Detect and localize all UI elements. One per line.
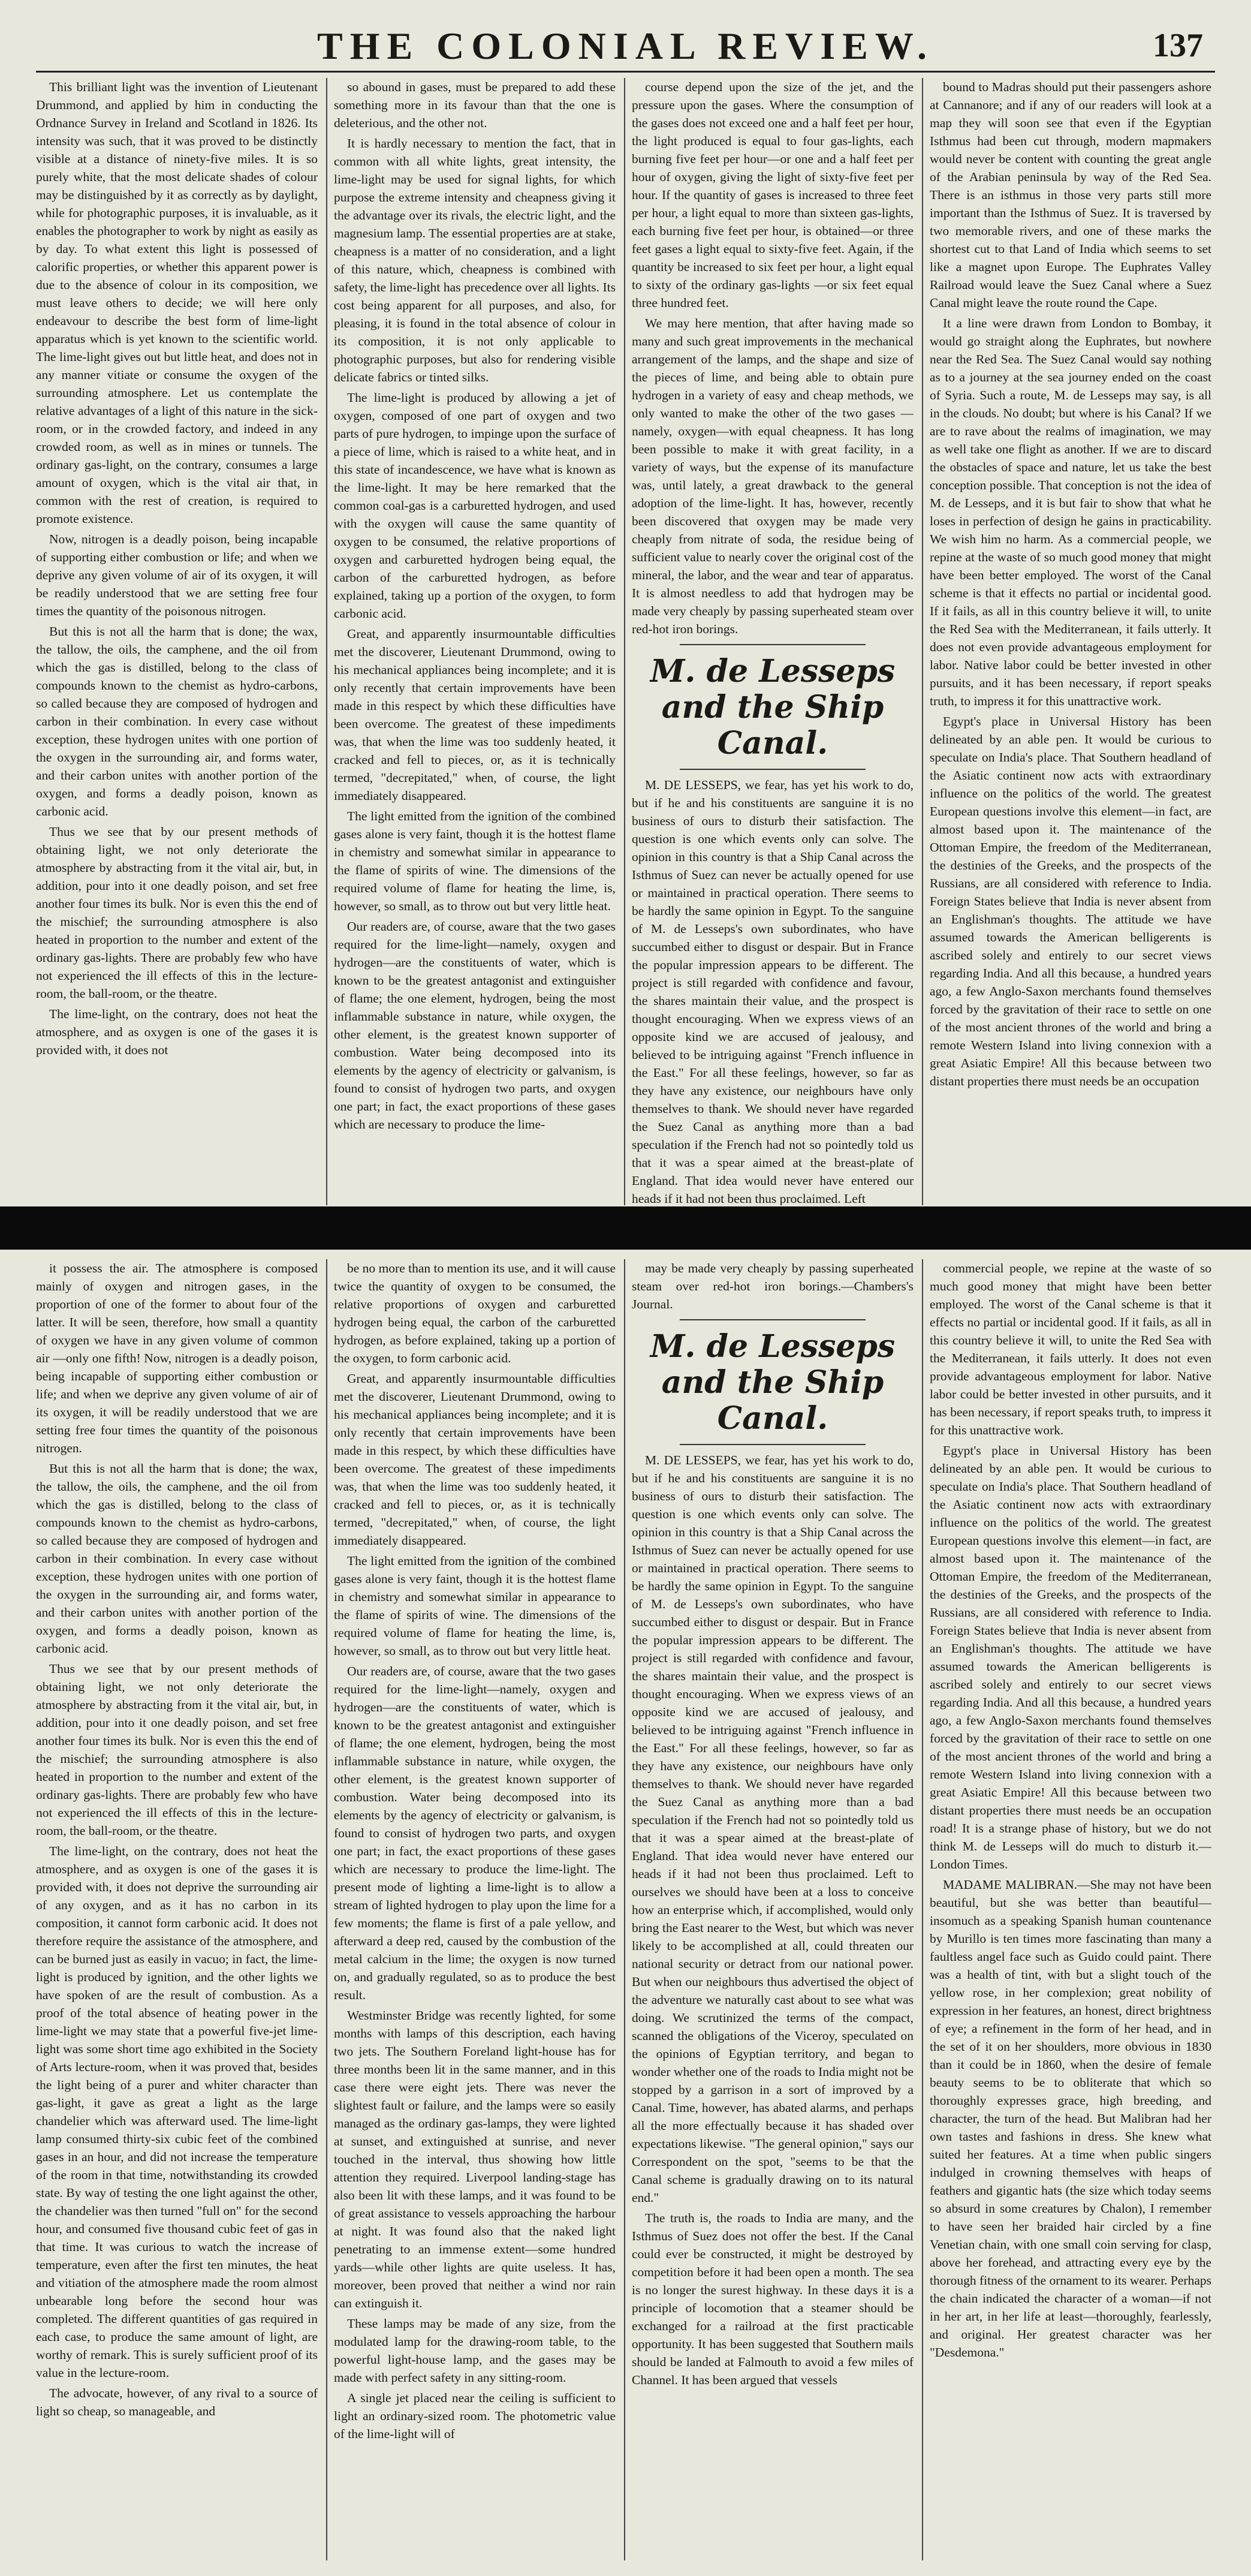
publication-title: THE COLONIAL REVIEW. [317,25,934,67]
paragraph: Great, and apparently insurmountable difficulties met the discoverer, Lieutenant Drummond, owing to his mechanical appliances being incomplete; and it is only recently that certain improvements have been made in this respect, by which these difficulties have been overcome. The greatest of these impediments was, that when the lime was too suddenly heated, it cracked and fell to pieces, or, as it is technically termed, "decrepitated," when, of course, the light immediately disappeared. [334,1371,616,1548]
article-divider [680,644,866,645]
paragraph: Our readers are, of course, aware that the two gases required for the lime-light—namely, oxygen and hydrogen—are the constituents of water, which is known to be the greatest antagonist and extinguisher of flame; the one element, hydrogen, being the most inflammable substance in nature, while oxygen, the other element, is the greatest known supporter of combustion. Water being decomposed into its elements by the agency of electricity or galvanism, is found to consist of hydrogen two parts, and oxygen one part; in fact, the exact proportions of these gases which are necessary to produce the lime- [334,919,616,1131]
article-headline: M. de Lesseps and the Ship Canal. [650,653,896,762]
paragraph: commercial people, we repine at the waste of so much good money that might have been better employed. The worst of the Canal scheme is that it effects no partial or incidental good. If it fails, as all in this country believe it will, to unite the Red Sea with the Mediterranean, it fails utterly. It does not even provide advantageous employment for labor. Native labor could be better invested in other pursuits, and it has been necessary, if report speaks truth, to impress it for this unattractive work. [930,1261,1211,1437]
column-1 [36,78,318,1205]
column-1 [36,1259,318,2560]
column-2 [334,78,616,1205]
paragraph: it possess the air. The atmosphere is composed mainly of oxygen and nitrogen gases, in the proportion of one of the former to about four of the latter. It will be seen, therefore, how small a quantity of oxygen we have in any given volume of common air —only one fifth! Now, nitrogen is a deadly poison, being incapable of supporting either combustion or life; and when we deprive any given volume of air of its oxygen, it will be readily understood that we are setting free four times the quantity of the poisonous nitrogen. [36,1261,318,1455]
paragraph: Thus we see that by our present methods of obtaining light, we not only deteriorate the atmosphere by abstracting from it the vital air, but, in addition, pour into it one deadly poison, and set free another four times its bulk. Nor is even this the end of the mischief; the surrounding atmosphere is also heated in proportion to the number and extent of the ordinary gas-lights. There are probably few who have not experienced the ill effects of this in the lecture-room, the ball-room, or the theatre. [36,824,318,1001]
paragraph: The light emitted from the ignition of the combined gases alone is very faint, though it is the hottest flame in chemistry and somewhat similar in appearance to the flame of spirits of wine. The dimensions of the required volume of flame for heating the lime, is, however, so small, as to throw out but very little heat. [334,809,616,913]
column-rule [326,78,327,1205]
paragraph: Our readers are, of course, aware that the two gases required for the lime-light—namely, oxygen and hydrogen—are the constituents of water, which is known to be the greatest antagonist and extinguisher of flame; the one element, hydrogen, being the most inflammable substance in nature, while oxygen, the other element, is the greatest known supporter of combustion. Water being decomposed into its elements by the agency of electricity or galvanism, is found to consist of hydrogen two parts, and oxygen one part; in fact, the exact proportions of these gases which are necessary to produce the lime-light. The present mode of lighting a lime-light is to allow a stream of lighted hydrogen to play upon the lime for a few moments; the flame is first of a pale yellow, and afterward a deep red, caused by the combustion of the metal calcium in the lime; the oxygen is now turned on, and gradually regulated, so as to produce the best result. [334,1664,616,2002]
paragraph: bound to Madras should put their passengers ashore at Cannanore; and if any of our readers will look at a map they will soon see that even if the Egyptian Isthmus had been cut through, modern mapmakers would never be content with counting the great angle of the Arabian peninsula by way of the Red Sea. There is an isthmus in those very parts still more important than the Isthmus of Suez. It is traversed by two memorable rivers, and one of these marks the shortest cut to that Land of India which seems to set like a magnet upon Europe. The Euphrates Valley Railroad would leave the Suez Canal where a Suez Canal might leave the route round the Cape. [930,80,1211,310]
paragraph: be no more than to mention its use, and it will cause twice the quantity of oxygen to be consumed, the relative proportions of oxygen and carburetted hydrogen being equal, the carbon of the carburetted hydrogen, as before explained, taking up a portion of the oxygen, to form carbonic acid. [334,1261,616,1365]
paragraph: Thus we see that by our present methods of obtaining light, we not only deteriorate the atmosphere by abstracting from it the vital air, but, in addition, pour into it one deadly poison, and set free another four times its bulk. Nor is even this the end of the mischief; the surrounding atmosphere is also heated in proportion to the number and extent of the ordinary gas-lights. There are probably few who have not experienced the ill effects of this in the lecture-room, the ball-room, or the theatre. [36,1662,318,1838]
paragraph: MADAME MALIBRAN.—She may not have been beautiful, but she was better than beautiful—insomuch as a speaking Spanish human countenance by Murillo is ten times more fascinating than many a faultless angel face such as Guido could paint. There was a health of tint, with but a slight touch of the yellow rose, in her complexion; great nobility of expression in her features, an honest, direct brightness of eye; a refinement in the form of her head, and in the set of it on her shoulders, more obvious in 1830 than it could be in 1860, when the desire of female beauty seems to be to obliterate that which so thoroughly expresses grace, high breeding, and character, the turn of the head. But Malibran had her own tastes and fashions in dress. She knew what suited her features. At a time when public singers indulged in crowning themselves with heaps of feathers and gigantic hats (the size which today seems so absurd in some creatures by Chalon), I remember to have seen her braided hair circled by a fine Venetian chain, with one small coin serving for clasp, above her forehead, and attracting every eye by the thorough fitness of the ornament to its wearer. Perhaps the chain indicated the character of a woman—if not in her art, in her life at least—thoroughly, fearlessly, and original. Her greatest character was her "Desdemona." [930,1877,1211,2360]
paragraph: may be made very cheaply by passing superheated steam over red-hot iron borings.—Chambers's Journal. [632,1261,914,1311]
masthead [0,0,1251,72]
masthead-rule [36,71,1215,73]
top-section [36,78,1215,1205]
paragraph: Egypt's place in Universal History has been delineated by an able pen. It would be curious to speculate on India's place. That Southern headland of the Asiatic continent now acts with extraordinary influence on the politics of the world. The greatest European questions involve this element—in fact, are almost based upon it. The maintenance of the Ottoman Empire, the freedom of the Mediterranean, the destinies of the Greeks, and the prospects of the Russians, are all considered with reference to India. Foreign States believe that India is never absent from an Englishman's thoughts. The attitude we have assumed towards the American belligerents is ascribed solely and entirely to our secret views regarding India. And all this because, a hundred years ago, a few Anglo-Saxon merchants found themselves forced by the gravitation of their race to settle on one of the most ancient thrones of the world and bring a remote Western Island into living connexion with a great Asiatic Empire! All this because between two distant properties there must needs be an occupation [930,714,1211,1088]
column-3 [632,78,914,1205]
paragraph: course depend upon the size of the jet, and the pressure upon the gases. Where the consumption of the gases does not exceed one and a half feet per hour, the light produced is equal to four gas-lights, each burning five feet per hour—or one and a half feet per hour of oxygen, giving the light of sixty-five feet per hour. If the quantity of gases is increased to three feet per hour, a light equal to more than sixteen gas-lights, each burning five feet per hour, is obtained—or three feet gases a light equal to sixty-five feet. Again, if the quantity be increased to six feet per hour, a light equal to sixty of the ordinary gas-lights —or six feet equal three hundred feet. [632,80,914,310]
paragraph: M. DE LESSEPS, we fear, has yet his work to do, but if he and his constituents are sanguine it is no business of ours to disturb their satisfaction. The question is one which events only can solve. The opinion in this country is that a Ship Canal across the Isthmus of Suez can never be actually opened for use or maintained in practical operation. There seems to be hardly the same opinion in Egypt. To the sanguine of M. de Lesseps's own subordinates, who have succumbed either to disgust or despair. But in France the popular impression appears to be different. The project is still regarded with confidence and favour, the shares maintain their value, and the prospect is thought encouraging. When we express views of an opposite kind we are accused of jealousy, and believed to be intriguing against "French influence in the East." For all these feelings, however, so far as they have any existence, our neighbours have only themselves to thank. We should never have regarded the Suez Canal as anything more than a bad speculation if the French had not so pointedly told us that it was a spear aimed at the breast-plate of England. That idea would never have entered our heads if it had not been thus proclaimed. Left to ourselves we should have been at a loss to conceive how an enterprise which, if accomplished, would only bring the East nearer to the West, but which was never likely to be accomplished at all, could threaten our national security or detract from our national power. But when our neighbours thus advertised the object of the adventure we naturally cast about to see what was doing. We scrutinized the terms of the compact, scanned the obligations of the Viceroy, speculated on the opinions of Egyptian territory, and began to wonder whether one of the roads to India might not be stopped by a garrison in a sort of improved by a Canal. Time, however, has abated alarms, and perhaps all the more effectually because it has shaded over expectations likewise. "The general opinion," says our Correspondent on the spot, "seems to be that the Canal scheme is gradually drawing on to its natural end." [632,1453,914,2205]
paragraph: These lamps may be made of any size, from the modulated lamp for the drawing-room table, to the powerful light-house lamp, and the gases may be made with perfect safety in any sitting-room. [334,2316,616,2385]
column-2 [334,1259,616,2560]
paragraph: But this is not all the harm that is done; the wax, the tallow, the oils, the camphene, and the oil from which the gas is distilled, belong to the class of compounds known to the chemist as hydro-carbons, so called because they are composed of hydrogen and carbon in their combination. In every case without exception, these hydrogen unites with one portion of the oxygen in the surrounding air, and forms water, and their carbon unites with another portion of the oxygen, and forms a deadly poison, known as carbonic acid. [36,624,318,818]
paragraph: The advocate, however, of any rival to a source of light so cheap, so manageable, and [36,2386,318,2418]
article-divider [680,1319,866,1320]
paragraph: This brilliant light was the invention of Lieutenant Drummond, and applied by him in conducting the Ordnance Survey in Ireland and Scotland in 1826. Its intensity was such, that it was proved to be distinctly visible at a distance of ninety-five miles. It is so purely white, that the most delicate shades of colour may be distinguished by it as correctly as by daylight, while for photographic purposes, it is invaluable, as it enables the photographer to work by night as easily as by day. To what extent this light is possessed of calorific properties, or whether this apparent power is due to the absence of colour in its composition, we must leave others to decide; we will here only endeavour to describe the best form of lime-light apparatus which is yet known to the scientific world. The lime-light gives out but little heat, and does not in any manner vitiate or consume the oxygen of the surrounding atmosphere. Let us contemplate the relative advantages of a light of this nature in the sick-room, or in the crowded factory, and indeed in any crowded room, as well as in mines or tunnels. The ordinary gas-light, on the contrary, consumes a large amount of oxygen, which is the vital air that, in common with the rest of creation, is required to promote existence. [36,80,318,526]
paragraph: Westminster Bridge was recently lighted, for some months with lamps of this description, each having two jets. The Southern Foreland light-house has for three months been lit in the same manner, and in this case there were eight jets. There was never the slightest fault or failure, and the lamps were so easily managed as the ordinary gas-lamps, they were lighted at sunset, and extinguished at sunrise, and never touched in the interval, thus showing how little attention they required. Liverpool landing-stage has also been lit with these lamps, and it was found to be of great assistance to vessels approaching the harbour at night. It was found also that the naked light penetrating to an immense extent—some hundred yards—while other lights are quite useless. It has, moreover, been proved that neither a wind nor rain can extinguish it. [334,2008,616,2310]
paragraph: Now, nitrogen is a deadly poison, being incapable of supporting either combustion or life; and when we deprive any given volume of air of its oxygen, it will be readily understood that we are setting free four times the quantity of the poisonous nitrogen. [36,532,318,618]
column-rule [326,1259,327,2560]
column-3 [632,1259,914,2560]
paragraph: It a line were drawn from London to Bombay, it would go straight along the Euphrates, but nowhere near the Red Sea. The Suez Canal would say nothing as to a journey at the sea journey ended on the coast of Syria. Such a route, M. de Lesseps may say, is all in the clouds. No doubt; but where is his Canal? If we are to rave about the realms of imagination, we may as well take one flight as another. If we are to discard the obstacles of space and nature, let us take the best conception possible. That conception is not the idea of M. de Lesseps, and it is but fair to show that what he loses in perfection of design he gains in practicability. We wish him no harm. As a commercial people, we repine at the waste of so much good money that might have been better employed. The worst of the Canal scheme is that it effects no partial or incidental good. If it fails, as all in this country believe it will, to unite the Red Sea with the Mediterranean, it fails utterly. It does not even provide advantageous employment for labor. Native labor could be better invested in other pursuits, and it has been necessary, if report speaks truth, to impress it for this unattractive work. [930,316,1211,708]
paragraph: Egypt's place in Universal History has been delineated by an able pen. It would be curious to speculate on India's place. That Southern headland of the Asiatic continent now acts with extraordinary influence on the politics of the world. The greatest European questions involve this element—in fact, are almost based upon it. The maintenance of the Ottoman Empire, the freedom of the Mediterranean, the destinies of the Greeks, and the prospects of the Russians, are all considered with reference to India. Foreign States believe that India is never absent from an Englishman's thoughts. The attitude we have assumed towards the American belligerents is ascribed solely and entirely to our secret views regarding India. And all this because, a hundred years ago, a few Anglo-Saxon merchants found themselves forced by the gravitation of their race to settle on one of the most ancient thrones of the world and bring a remote Western Island into living connexion with a great Asiatic Empire! All this because between two distant properties there must needs be an occupation road! It is a strange phase of history, but we do not think M. de Lesseps will do much to disturb it.—London Times. [930,1443,1211,1871]
column-rule [624,78,625,1205]
paragraph: But this is not all the harm that is done; the wax, the tallow, the oils, the camphene, and the oil from which the gas is distilled, belong to the class of compounds known to the chemist as hydro-carbons, so called because they are composed of hydrogen and carbon in their combination. In every case without exception, these hydrogen unites with one portion of the oxygen in the surrounding air, and forms water, and their carbon unites with another portion of the oxygen, and forms a deadly poison, known as carbonic acid. [36,1461,318,1656]
paragraph: The light emitted from the ignition of the combined gases alone is very faint, though it is the hottest flame in chemistry and somewhat similar in appearance to the flame of spirits of wine. The dimensions of the required volume of flame for heating the lime, is, however, so small, as to throw out but very little heat. [334,1554,616,1658]
column-rule [624,1259,625,2560]
paragraph: The lime-light is produced by allowing a jet of oxygen, composed of one part of oxygen and two parts of pure hydrogen, to impinge upon the surface of a piece of lime, which is raised to a white heat, and in this state of incandescence, we have what is known as the lime-light. It may be here remarked that the common coal-gas is a carburetted hydrogen, and used with the oxygen will cause the same quantity of oxygen to be consumed, the relative proportions of oxygen and carburetted hydrogen being equal, the carbon of the carburetted hydrogen, as before explained, taking up a portion of the oxygen, to form carbonic acid. [334,390,616,621]
bottom-section [36,1259,1215,2560]
paragraph: The lime-light, on the contrary, does not heat the atmosphere, and as oxygen is one of the gases it is provided with, it does not deprive the surrounding air of any oxygen, and as it has no carbon in its composition, it cannot form carbonic acid. It does not therefore require the assistance of the atmosphere, and can be burned just as easily in vacuo; in fact, the lime-light is produced by ignition, and the other lights we have spoken of are the result of combustion. As a proof of the total absence of heating power in the lime-light we may state that a powerful five-jet lime-light was some short time ago exhibited in the Society of Arts lecture-room, when it was proved that, besides the light being of a purer and whiter character than gas-light, it gave as great a light as the large chandelier which was afterward used. The lime-light lamp consumed thirty-six cubic feet of the combined gases in an hour, and did not increase the temperature of the room in that time, notwithstanding its crowded state. By way of testing the one light against the other, the chandelier was then turned "full on" for the second hour, and consumed five thousand cubic feet of gas in that time. It was curious to watch the increase of temperature, even after the first ten minutes, the heat and vitiation of the atmosphere made the room almost unbearable long before the second hour was completed. The different quantities of gas required in each case, to produce the same amount of light, are worthy of remark. This is surely sufficient proof of its value in the lecture-room. [36,1844,318,2380]
column-rule [922,1259,923,2560]
paragraph: M. DE LESSEPS, we fear, has yet his work to do, but if he and his constituents are sanguine it is no business of ours to disturb their satisfaction. The question is one which events only can solve. The opinion in this country is that a Ship Canal across the Isthmus of Suez can never be actually opened for use or maintained in practical operation. There seems to be hardly the same opinion in Egypt. To the sanguine of M. de Lesseps's own subordinates, who have succumbed either to disgust or despair. But in France the popular impression appears to be different. The project is still regarded with confidence and favour, the shares maintain their value, and the prospect is thought encouraging. When we express views of an opposite kind we are accused of jealousy, and believed to be intriguing against "French influence in the East." For all these feelings, however, so far as they have any existence, our neighbours have only themselves to thank. We should never have regarded the Suez Canal as anything more than a bad speculation if the French had not so pointedly told us that it was a spear aimed at the breast-plate of England. That idea would never have entered our heads if it had not been thus proclaimed. Left [632,778,914,1205]
column-4 [930,78,1211,1205]
paragraph: The lime-light, on the contrary, does not heat the atmosphere, and as oxygen is one of the gases it is provided with, it does not [36,1007,318,1057]
scan-fold-band [0,1206,1251,1250]
column-4 [930,1259,1211,2560]
paragraph: A single jet placed near the ceiling is sufficient to light an ordinary-sized room. The photometric value of the lime-light will of [334,2391,616,2441]
paragraph: so abound in gases, must be prepared to add these something more in its favour than that the one is deleterious, and the other not. [334,80,616,130]
page-number: 137 [1153,27,1203,64]
paragraph: We may here mention, that after having made so many and such great improvements in the mechanical arrangement of the lamps, and the shape and size of the pieces of lime, and being able to obtain pure hydrogen in a variety of easy and cheap methods, we only wanted to make the other of the two gases —namely, oxygen—with equal cheapness. It has long been possible to make it with great facility, in a variety of ways, but the expense of its manufacture was, until lately, a great drawback to the general adoption of the lime-light. It has, however, recently been discovered that oxygen may be made very cheaply from nitrate of soda, the residue being of sufficient value to nearly cover the original cost of the mineral, the labor, and the wear and tear of apparatus. It is almost needless to add that hydrogen may be made very cheaply by passing superheated steam over red-hot iron borings. [632,316,914,636]
paragraph: The truth is, the roads to India are many, and the Isthmus of Suez does not offer the best. If the Canal could ever be constructed, it might be destroyed by competition before it had been open a month. The sea is no longer the surest highway. In these days it is a principle of locomotion that a steamer should be exchanged for a railroad at the first practicable opportunity. It has been suggested that Southern mails should be landed at Falmouth to avoid a few miles of Channel. It has been argued that vessels [632,2211,914,2387]
article-headline: M. de Lesseps and the Ship Canal. [650,1328,896,1437]
paragraph: Great, and apparently insurmountable difficulties met the discoverer, Lieutenant Drummond, owing to his mechanical appliances being incomplete; and it is only recently that certain improvements have been made in this respect by which these difficulties have been overcome. The greatest of these impediments was, that when the lime was too suddenly heated, it cracked and fell to pieces, or, as it is technically termed, "decrepitated," when, of course, the light immediately disappeared. [334,627,616,803]
article-divider [680,1444,866,1445]
paragraph: It is hardly necessary to mention the fact, that in common with all white lights, great intensity, the lime-light may be used for signal lights, for which purpose the extreme intensity and cheapness giving it the advantage over its rivals, the electric light, and the magnesium lamp. The essential properties are at stake, cheapness is a matter of no consideration, and a light of this nature, which, cheapness is combined with safety, the lime-light has precedence over all lights. Its cost being apparent for all purposes, and also, for pleasing, it is found in the total absence of colour in its composition, it is not only applicable to photographic purposes, but also for rendering visible delicate fabrics or tinted silks. [334,136,616,384]
column-rule [922,78,923,1205]
article-divider [680,769,866,770]
